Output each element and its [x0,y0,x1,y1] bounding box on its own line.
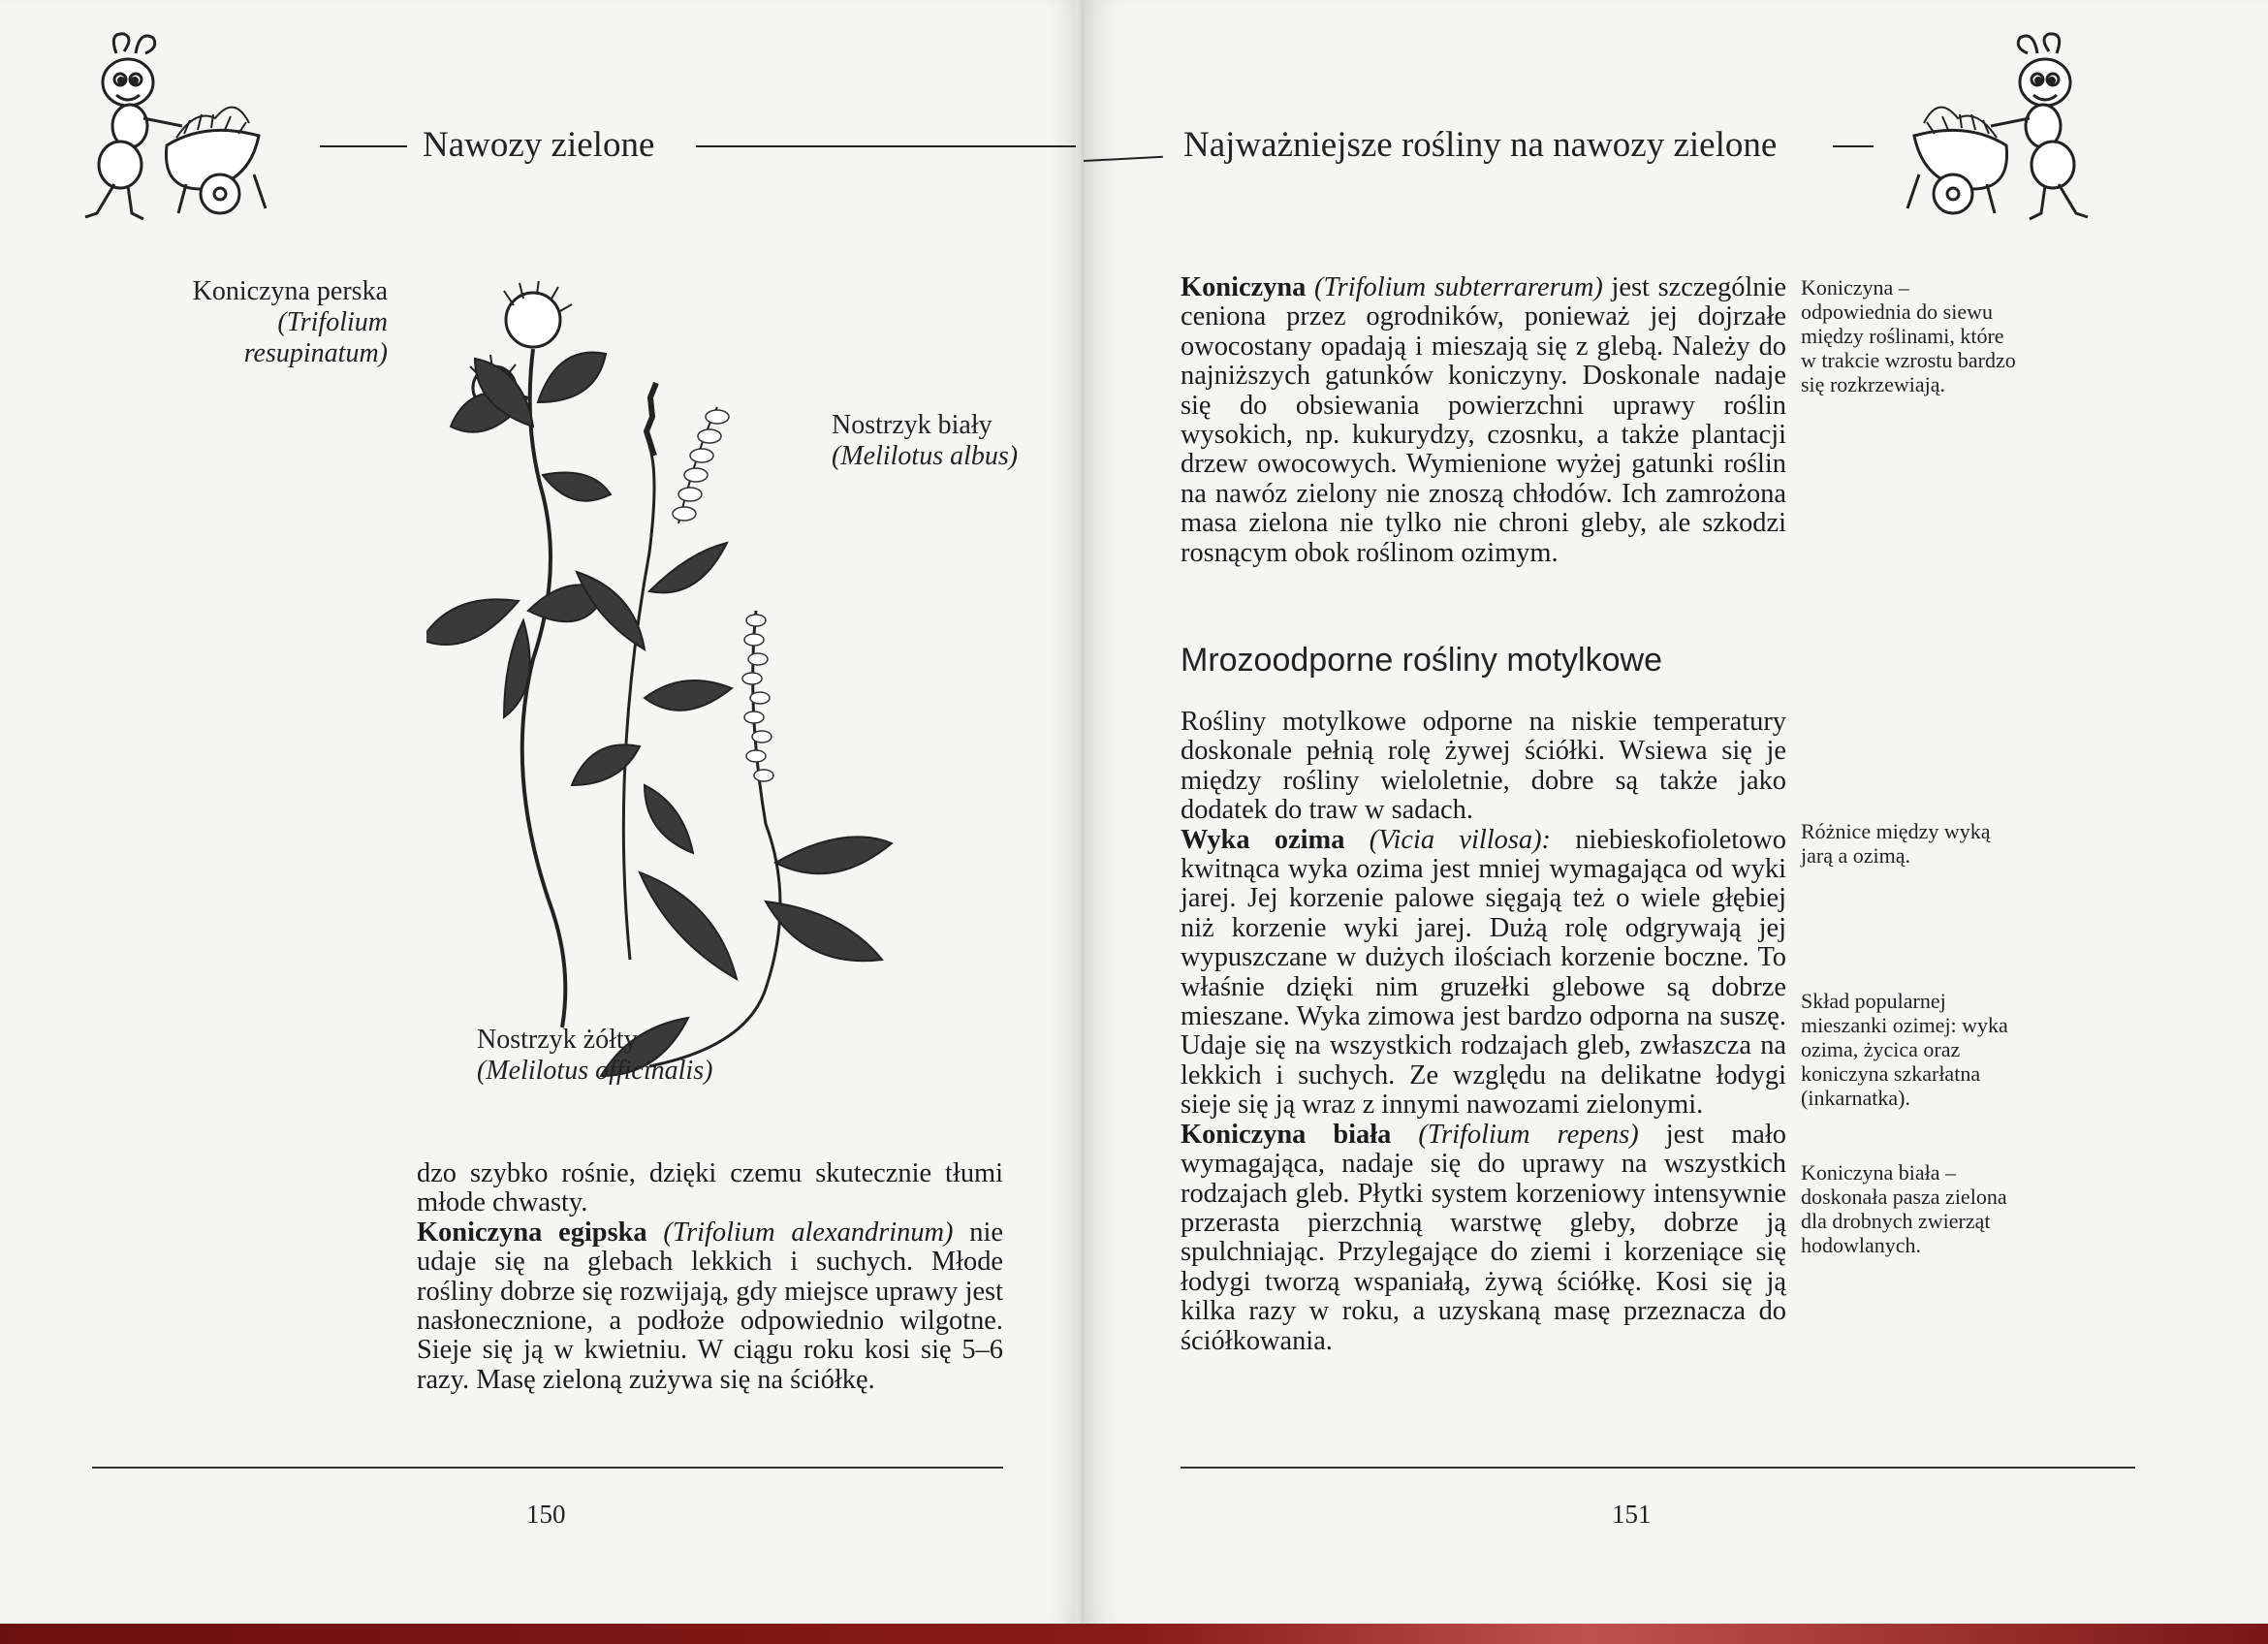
illustration-label-nostrzyk-zolty [477,1025,712,1087]
paragraph-text: nie udaje się na glebach lekkich i suchych. Młode rośliny dobrze się rozwijają, gdy miejsce uprawy jest nasłonecznione, a podłoże odpowiednio wilgotne. Sieje się ją w kwietniu. W ciągu roku kosi się 5–6 razy. Masę zieloną zużywa się na ściółkę. [417,1217,1003,1395]
latin-name: (Vicia villosa): [1369,824,1551,855]
left-body-text [417,1159,1003,1395]
caption-latin-line: resupinatum) [243,338,388,368]
term-koniczyna-biala: Koniczyna biała [1181,1119,1392,1150]
margin-note: Skład popularnej mieszanki ozimej: wyka ozima, życica oraz koniczyna szkarłatna (inkarnatka). [1801,989,2008,1110]
illustration-label-nostrzyk-bialy [832,410,1018,472]
clover-sweetclover-illustration [426,281,1066,1095]
page-number-left: 150 [526,1500,566,1529]
ant-wheelbarrow-mascot-icon [60,29,283,233]
paragraph-wyka-ozima [1181,826,1786,1121]
label-common-name: Nostrzyk biały [832,410,992,440]
term-koniczyna-egipska: Koniczyna egipska [417,1217,647,1248]
header-rule-right [696,145,1084,147]
paragraph-koniczyna-egipska [417,1218,1003,1395]
right-body-text-2 [1181,708,1786,1356]
left-page [0,0,1084,1624]
ant-wheelbarrow-mascot-icon [1890,29,2113,233]
margin-note: Koniczyna – odpowiednia do siewu między roślinami, które w trakcie wzrostu bardzo się rozkrzewiają. [1801,275,2016,396]
paragraph-text: jest mało wymagająca, nadaje się do uprawy na wszystkich rodzajach gleb. Płytki system korzeniowy intensywnie przerasta pierzchnią warstwę gleby, dobrze ją spulchniając. Przylegające do ziemi i korzeniące się łodygi tworzą wspaniałą, żywą ściółkę. Kosi się ją kilka razy w roku, a uzyskaną masę przeznacza do ściółkowania. [1181,1119,1786,1356]
page-number-right: 151 [1612,1500,1652,1529]
term-wyka-ozima: Wyka ozima [1181,824,1345,855]
margin-caption-koniczyna-perska [136,276,388,369]
background-fabric [0,1624,2268,1644]
margin-note: Koniczyna biała – doskonała pasza zielona dla drobnych zwierząt hodowlanych. [1801,1160,2007,1257]
paragraph-koniczyna-biala [1181,1121,1786,1356]
header-rule-left [1084,156,1163,162]
margin-note: Różnice między wyką jarą a ozimą. [1801,819,1991,868]
latin-name: (Trifolium repens) [1418,1119,1639,1150]
term-koniczyna: Koniczyna [1181,272,1307,302]
header-rule-left [320,145,407,147]
label-latin-name: (Melilotus albus) [832,441,1019,471]
paragraph-koniczyna [1181,273,1786,568]
header-title-left: Nawozy zielone [423,125,655,165]
footer-rule-right [1181,1467,2135,1469]
paragraph-text: jest szczególnie ceniona przez ogrodników, ponieważ jej dojrzałe owocostany opadają i mieszają się z glebą. Należy do najniższych gatunków koniczyny. Doskonale nadaje się do obsiewania powierzchni uprawy roślin wysokich, np. kukurydzy, czosnku, a także plantacji drzew owocowych. Wymienione wyżej gatunki roślin na nawóz zielony nie znoszą chłodów. Ich zamrożona masa zielona nie tylko nie chroni gleby, ale szkodzi rosnącym obok roślinom ozimym. [1181,272,1786,568]
paragraph-text: niebieskofioletowo kwitnąca wyka ozima jest mniej wymagająca od wyki jarej. Jej korzenie palowe sięgają też o wiele głębiej niż korzenie wyki jarej. Dużą rolę odgrywają jej wypuszczane w dużych ilościach korzenie boczne. To właśnie dzięki nim gruzełki glebowe są dobrze mieszane. Wyka zimowa jest bardzo odporna na suszę. Udaje się na wszystkich rodzajach gleb, zwłaszcza na lekkich i suchych. Ze względu na delikatne łodygi sieje się ją wraz z innymi nawozami zielonymi. [1181,824,1786,1121]
right-body-text [1181,273,1786,568]
latin-name: (Trifolium subterrarerum) [1314,272,1603,302]
paragraph-continuation: dzo szybko rośnie, dzięki czemu skutecznie tłumi młode chwasty. [417,1158,1003,1218]
caption-latin-line: (Trifolium [277,307,388,337]
latin-name: (Trifolium alexandrinum) [663,1217,954,1248]
caption-line: Koniczyna perska [192,276,388,306]
header-title-right: Najważniejsze rośliny na nawozy zielone [1183,125,1778,165]
label-latin-name: (Melilotus officinalis) [477,1056,713,1086]
footer-rule-left [92,1467,1003,1469]
subheading-mrozoodporne: Mrozoodporne rośliny motylkowe [1181,642,1662,679]
right-page [1084,0,2268,1624]
label-common-name: Nostrzyk żółty [477,1025,638,1055]
header-rule-right [1833,145,1874,147]
paragraph-intro: Rośliny motylkowe odporne na niskie temperatury doskonale pełnią rolę żywej ściółki. Wsiewa się je między rośliny wieloletnie, dobre są także jako dodatek do traw w sadach. [1181,707,1786,826]
